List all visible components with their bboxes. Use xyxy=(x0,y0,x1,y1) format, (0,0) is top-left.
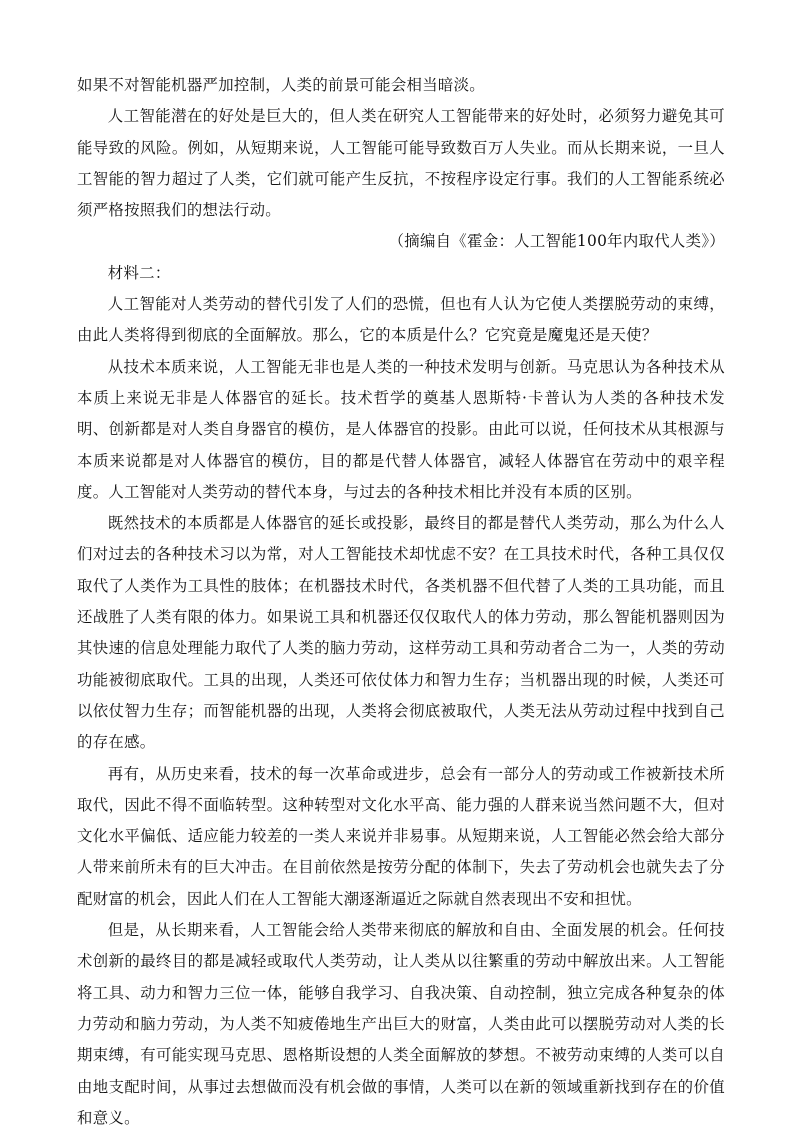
paragraph-long-term: 但是，从长期来看，人工智能会给人类带来彻底的解放和自由、全面发展的机会。任何技术创新的最终目的都是减轻或取代人类劳动，让人类从以往繁重的劳动中解放出来。人工智能将工具、动力和智力三位一体，能够自我学习、自我决策、自动控制，独立完成各种复杂的体力劳动和脑力劳动，为人类不知疲倦地生产出巨大的财富，人类由此可以摆脱劳动对人类的长期束缚，有可能实现马克思、恩格斯设想的人类全面解放的梦想。不被劳动束缚的人类可以自由地支配时间，从事过去想做而没有机会做的事情，人类可以在新的领域重新找到存在的价值和意义。 xyxy=(77,921,725,1127)
material-two-heading: 材料二： xyxy=(107,263,171,282)
paragraph-worry: 既然技术的本质都是人体器官的延长或投影，最终目的都是替代人类劳动，那么为什么人们对过去的各种技术习以为常，对人工智能技术却忧虑不安？在工具技术时代，各种工具仅仅取代了人类作为工具性的肢体；在机器技术时代，各类机器不但代替了人类的工具功能，而且还战胜了人类有限的体力。如果说工具和机器还仅仅取代人的体力劳动，那么智能机器则因为其快速的信息处理能力取代了人类的脑力劳动，这样劳动工具和劳动者合二为一，人类的劳动功能被彻底取代。工具的出现，人类还可依仗体力和智力生存；当机器出现的时候，人类还可以依仗智力生存；而智能机器的出现，人类将会彻底被取代，人类无法从劳动过程中找到自己的存在感。 xyxy=(77,514,725,752)
paragraph-question: 人工智能对人类劳动的替代引发了人们的恐慌，但也有人认为它使人类摆脱劳动的束缚，由此人类将得到彻底的全面解放。那么，它的本质是什么？它究竟是魔鬼还是天使？ xyxy=(77,295,725,345)
paragraph-history: 再有，从历史来看，技术的每一次革命或进步，总会有一部分人的劳动或工作被新技术所取代，因此不得不面临转型。这种转型对文化水平高、能力强的人群来说当然问题不大，但对文化水平偏低、适应能力较差的一类人来说并非易事。从短期来说，人工智能必然会给大部分人带来前所未有的巨大冲击。在目前依然是按劳分配的体制下，失去了劳动机会也就失去了分配财富的机会，因此人们在人工智能大潮逐渐逼近之际就自然表现出不安和担忧。 xyxy=(77,764,725,908)
paragraph-risk: 人工智能潜在的好处是巨大的，但人类在研究人工智能带来的好处时，必须努力避免其可能导致的风险。例如，从短期来说，人工智能可能导致数百万人失业。而从长期来说，一旦人工智能的智力超过了人类，它们就可能产生反抗，不按程序设定行事。我们的人工智能系统必须严格按照我们的想法行动。 xyxy=(77,107,725,220)
source-citation: （摘编自《霍金：人工智能100年内取代人类》） xyxy=(388,232,725,251)
paragraph-technology-essence: 从技术本质来说，人工智能无非也是人类的一种技术发明与创新。马克思认为各种技术从本质上来说无非是人体器官的延长。技术哲学的奠基人恩斯特·卡普认为人类的各种技术发明、创新都是对人类自身器官的模仿，是人体器官的投影。由此可以说，任何技术从其根源与本质来说都是对人体器官的模仿，目的都是代替人体器官，减轻人体器官在劳动中的艰辛程度。人工智能对人类劳动的替代本身，与过去的各种技术相比并没有本质的区别。 xyxy=(77,357,725,501)
paragraph-intro-continuation: 如果不对智能机器严加控制，人类的前景可能会相当暗淡。 xyxy=(77,76,485,94)
document-body xyxy=(77,70,725,1134)
